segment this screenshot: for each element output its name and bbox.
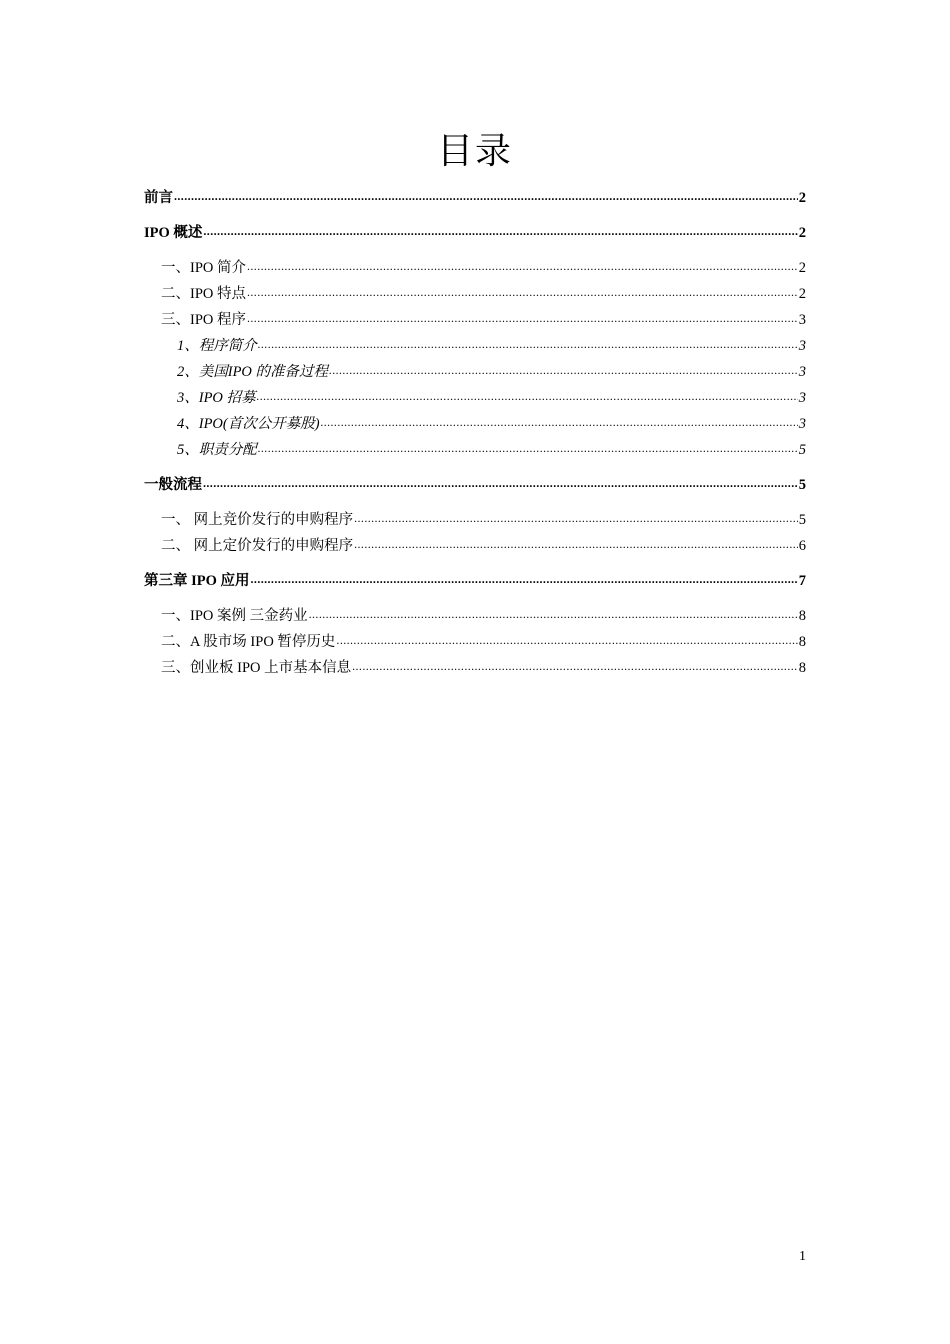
toc-entry-responsibilities[interactable] bbox=[144, 440, 806, 459]
toc-entry-ipo-case[interactable] bbox=[144, 606, 806, 625]
toc-entry-page: 5 bbox=[798, 512, 806, 528]
toc-entry-page: 3 bbox=[798, 338, 806, 354]
toc-entry-label: 第三章 IPO 应用 bbox=[144, 573, 250, 589]
toc-dot-leader bbox=[352, 658, 798, 672]
toc-dot-leader bbox=[251, 571, 798, 585]
toc-entry-page: 5 bbox=[798, 442, 806, 458]
toc-dot-leader bbox=[203, 475, 798, 489]
toc-entry-label: 一般流程 bbox=[144, 477, 202, 493]
toc-entry-ipo-recruitment[interactable] bbox=[144, 388, 806, 407]
toc-entry-label: 5、职责分配 bbox=[177, 442, 257, 458]
toc-entry-label: 4、IPO(首次公开募股) bbox=[177, 416, 320, 432]
toc-title: 目录 bbox=[436, 131, 513, 172]
toc-dot-leader bbox=[354, 536, 798, 550]
toc-entry-page: 3 bbox=[798, 390, 806, 406]
toc-entry-ipo-overview[interactable] bbox=[144, 223, 806, 242]
toc-entry-page: 3 bbox=[798, 312, 806, 328]
toc-dot-leader bbox=[329, 362, 798, 376]
toc-entry-page: 3 bbox=[798, 416, 806, 432]
toc-entry-label: 二、 网上定价发行的申购程序 bbox=[161, 538, 354, 554]
toc-entry-label: 3、IPO 招募 bbox=[177, 390, 256, 406]
toc-entry-page: 2 bbox=[798, 286, 806, 302]
toc-entry-label: 一、 网上竞价发行的申购程序 bbox=[161, 512, 354, 528]
toc-dot-leader bbox=[321, 414, 798, 428]
toc-entry-page: 3 bbox=[798, 364, 806, 380]
toc-dot-leader bbox=[247, 258, 798, 272]
toc-dot-leader bbox=[336, 632, 797, 646]
toc-entry-label: 二、A 股市场 IPO 暂停历史 bbox=[161, 634, 336, 650]
toc-entry-label: 三、IPO 程序 bbox=[161, 312, 246, 328]
toc-dot-leader bbox=[258, 336, 798, 350]
toc-dot-leader bbox=[257, 388, 798, 402]
toc-entry-label: 三、创业板 IPO 上市基本信息 bbox=[161, 660, 352, 676]
toc-entry-online-fixed-price[interactable] bbox=[144, 536, 806, 555]
table-of-contents bbox=[144, 185, 806, 684]
toc-entry-ipo-procedure[interactable] bbox=[144, 310, 806, 329]
toc-entry-ipo-intro[interactable] bbox=[144, 258, 806, 277]
toc-dot-leader bbox=[203, 223, 797, 237]
toc-entry-label: 前言 bbox=[144, 190, 173, 206]
toc-entry-general-process[interactable] bbox=[144, 475, 806, 494]
toc-entry-procedure-intro[interactable] bbox=[144, 336, 806, 355]
page-number: 1 bbox=[799, 1249, 806, 1264]
toc-entry-page: 8 bbox=[798, 634, 806, 650]
toc-entry-page: 2 bbox=[798, 225, 806, 241]
toc-dot-leader bbox=[247, 284, 798, 298]
toc-entry-page: 6 bbox=[798, 538, 806, 554]
toc-dot-leader bbox=[354, 510, 798, 524]
toc-dot-leader bbox=[174, 188, 798, 202]
toc-dot-leader bbox=[247, 310, 798, 324]
toc-entry-label: 二、IPO 特点 bbox=[161, 286, 246, 302]
toc-entry-online-bidding[interactable] bbox=[144, 510, 806, 529]
toc-entry-label: 一、IPO 案例 三金药业 bbox=[161, 608, 308, 624]
toc-entry-ipo-definition[interactable] bbox=[144, 414, 806, 433]
toc-entry-page: 2 bbox=[798, 260, 806, 276]
toc-entry-page: 2 bbox=[798, 190, 806, 206]
toc-entry-label: 1、程序简介 bbox=[177, 338, 257, 354]
toc-entry-label: IPO 概述 bbox=[144, 225, 203, 241]
toc-entry-label: 2、美国IPO 的准备过程 bbox=[177, 364, 329, 380]
toc-entry-gem-ipo-info[interactable] bbox=[144, 658, 806, 677]
toc-entry-a-share-suspension[interactable] bbox=[144, 632, 806, 651]
toc-dot-leader bbox=[309, 606, 798, 620]
toc-entry-page: 5 bbox=[798, 477, 806, 493]
toc-entry-chapter-three[interactable] bbox=[144, 571, 806, 590]
toc-entry-page: 7 bbox=[798, 573, 806, 589]
toc-entry-preface[interactable] bbox=[144, 188, 806, 207]
toc-entry-ipo-features[interactable] bbox=[144, 284, 806, 303]
toc-entry-page: 8 bbox=[798, 660, 806, 676]
toc-entry-page: 8 bbox=[798, 608, 806, 624]
toc-entry-us-ipo-preparation[interactable] bbox=[144, 362, 806, 381]
toc-dot-leader bbox=[258, 440, 798, 454]
toc-entry-label: 一、IPO 简介 bbox=[161, 260, 246, 276]
